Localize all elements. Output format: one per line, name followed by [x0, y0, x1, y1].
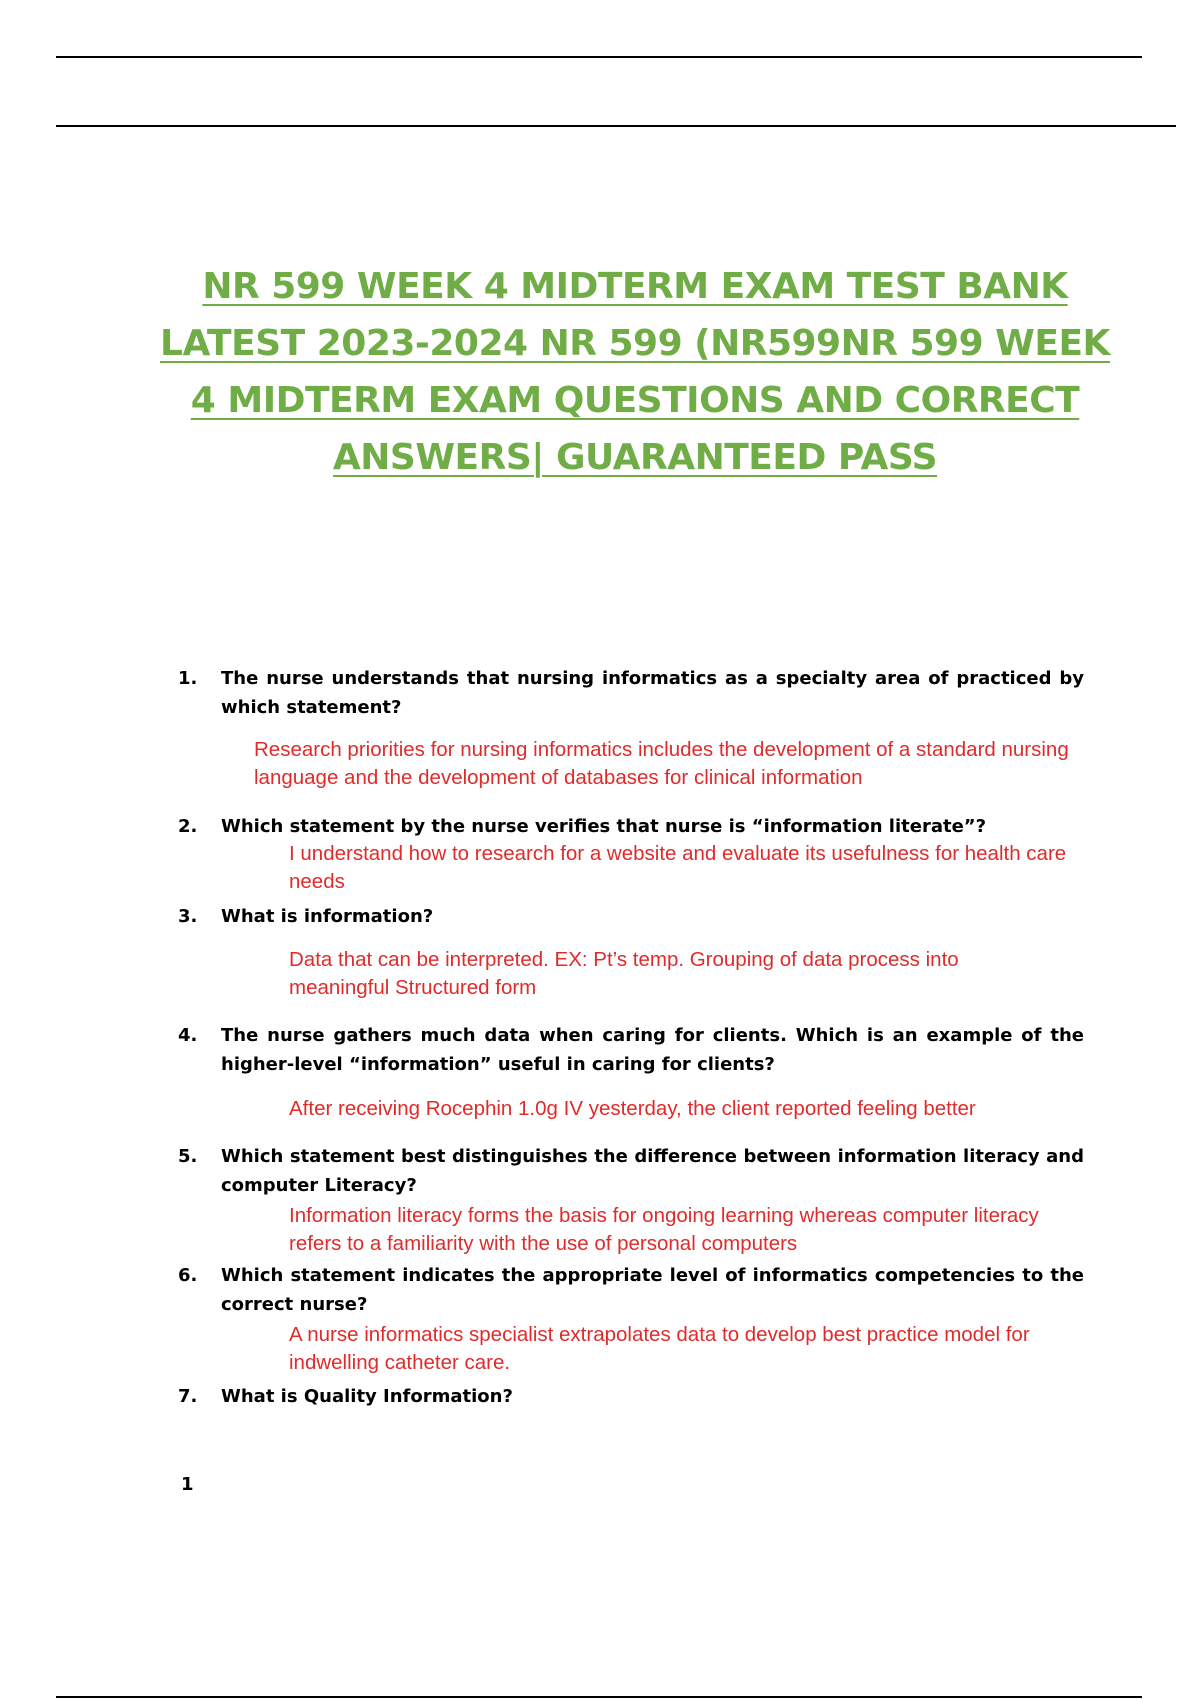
answer-3: Data that can be interpreted. EX: Pt’s temp. Grouping of data process into meaningful Structured form	[289, 948, 959, 999]
question-text: The nurse gathers much data when caring for clients. Which is an example of the higher-level “information” useful in caring for clients?	[221, 1025, 1084, 1075]
footer-rule	[56, 1696, 1142, 1698]
question-text: Which statement by the nurse verifies that nurse is “information literate”?	[221, 816, 987, 837]
title-line-3: 4 MIDTERM EXAM QUESTIONS AND CORRECT	[190, 380, 1080, 421]
answer-1: Research priorities for nursing informatics includes the development of a standard nursing language and the development of databases for clinical information	[254, 738, 1069, 789]
answer-6: A nurse informatics specialist extrapolates data to develop best practice model for indwelling catheter care.	[289, 1323, 1030, 1374]
answer-5: Information literacy forms the basis for ongoing learning whereas computer literacy refers to a familiarity with the use of personal computers	[289, 1204, 1039, 1255]
header-rule-top	[56, 56, 1142, 58]
question-number: 3.	[178, 906, 198, 927]
question-text: Which statement indicates the appropriate level of informatics competencies to the correct nurse?	[221, 1265, 1084, 1315]
document-title	[150, 258, 1120, 486]
question-7	[178, 1382, 1084, 1411]
question-text: The nurse understands that nursing informatics as a specialty area of practiced by which statement?	[221, 668, 1084, 718]
question-number: 4.	[178, 1025, 198, 1046]
page-number: 1	[181, 1474, 194, 1495]
header-rule-second	[56, 125, 1176, 127]
question-text: Which statement best distinguishes the difference between information literacy and computer Literacy?	[221, 1146, 1084, 1196]
question-number: 6.	[178, 1265, 198, 1286]
question-text: What is information?	[221, 906, 434, 927]
question-number: 5.	[178, 1146, 198, 1167]
question-number: 2.	[178, 816, 198, 837]
question-4	[178, 1021, 1084, 1079]
title-line-1: NR 599 WEEK 4 MIDTERM EXAM TEST BANK	[202, 266, 1068, 307]
question-text: What is Quality Information?	[221, 1386, 513, 1407]
title-line-4: ANSWERS| GUARANTEED PASS	[332, 437, 938, 478]
title-line-2: LATEST 2023-2024 NR 599 (NR599NR 599 WEEK	[160, 323, 1110, 364]
question-6	[178, 1261, 1084, 1319]
question-3	[178, 902, 1084, 931]
question-number: 7.	[178, 1386, 198, 1407]
question-2	[178, 812, 1084, 841]
question-5	[178, 1142, 1084, 1200]
answer-2: I understand how to research for a website and evaluate its usefulness for health care needs	[289, 842, 1067, 893]
question-1	[178, 664, 1084, 722]
answer-4: After receiving Rocephin 1.0g IV yesterday, the client reported feeling better	[289, 1097, 976, 1120]
question-number: 1.	[178, 668, 198, 689]
